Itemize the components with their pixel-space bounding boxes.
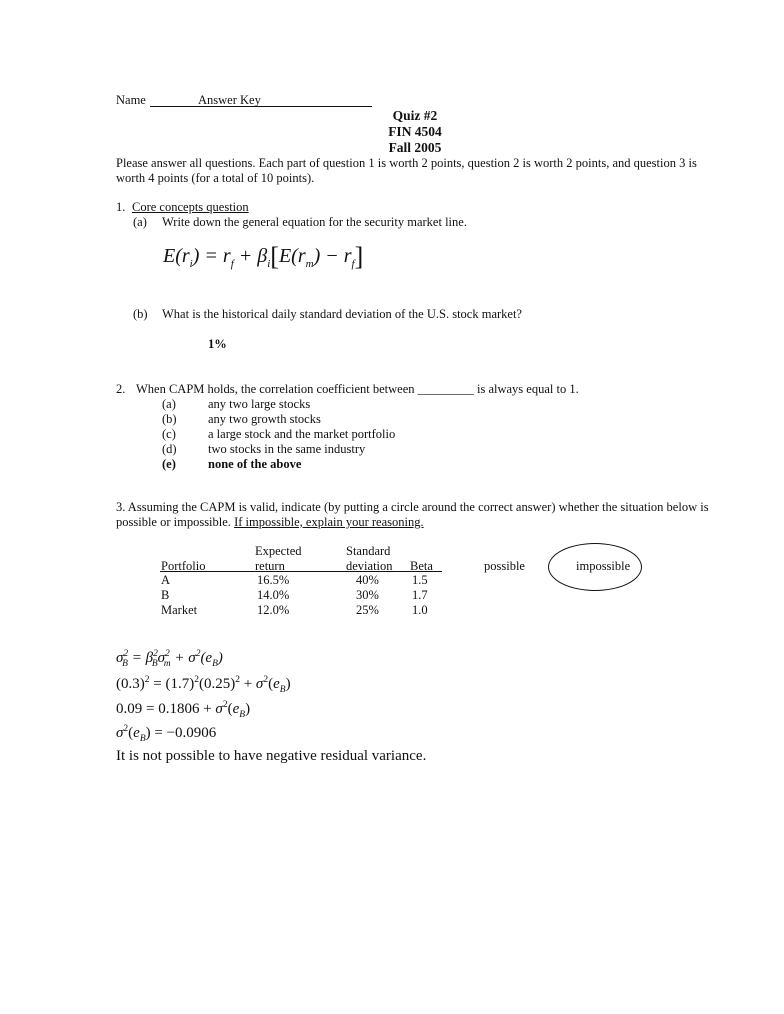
q1b-label: (b) xyxy=(133,307,148,321)
col-std-top: Standard xyxy=(346,544,391,558)
table-cell-beta: 1.0 xyxy=(412,603,428,617)
col-portfolio: Portfolio xyxy=(161,559,206,573)
instructions: Please answer all questions. Each part of question 1 is worth 2 points, question 2 is worth 2 points, and question 3 is worth 4 points (for a total of 10 points). xyxy=(116,156,697,185)
name-label: Name xyxy=(116,93,146,107)
table-cell-portfolio: Market xyxy=(161,603,198,617)
name-underline xyxy=(150,106,372,107)
q1-title: Core concepts question xyxy=(132,200,249,214)
table-cell-portfolio: A xyxy=(161,573,171,587)
q3-reasoning-instruction: If impossible, explain your reasoning. xyxy=(234,515,424,529)
col-beta: Beta xyxy=(410,559,433,573)
q1a-label: (a) xyxy=(133,215,147,229)
table-cell-beta: 1.7 xyxy=(412,588,428,602)
table-cell-portfolio: B xyxy=(161,588,170,602)
q2-option-label-correct: (e) xyxy=(162,457,176,471)
table-cell-std: 30% xyxy=(356,588,379,602)
q2-option-text-correct: none of the above xyxy=(208,457,302,471)
course-code: FIN 4504 xyxy=(388,124,442,139)
q2-option-text: two stocks in the same industry xyxy=(208,442,366,456)
table-cell-std: 40% xyxy=(356,573,379,587)
q2-option-label: (c) xyxy=(162,427,176,441)
table-cell-beta: 1.5 xyxy=(412,573,428,587)
term: Fall 2005 xyxy=(388,140,442,155)
table-cell-expected: 14.0% xyxy=(257,588,290,602)
work-line-4: $\sigma^2(e_B) = -0.0906$ xyxy=(116,724,217,744)
q1-number: 1. xyxy=(116,200,126,214)
q2-option-text: a large stock and the market portfolio xyxy=(208,427,396,441)
q2-option-label: (a) xyxy=(162,397,176,411)
q2-option-text: any two growth stocks xyxy=(208,412,321,426)
q2-number: 2. xyxy=(116,382,126,396)
q3-prompt xyxy=(116,500,722,530)
choice-possible: possible xyxy=(484,559,525,573)
sml-equation: $E(r_i) = r_f + \beta_i[E(r_m) - r_f]$ xyxy=(163,242,364,271)
q2-option-label: (d) xyxy=(162,442,177,456)
work-line-2: $(0.3)^2 = (1.7)^2(0.25)^2 + \sigma^2(e_B)$ xyxy=(116,675,291,695)
table-cell-expected: 16.5% xyxy=(257,573,290,587)
q1a-text: Write down the general equation for the security market line. xyxy=(162,215,467,229)
q1b-answer: 1% xyxy=(208,337,227,351)
conclusion: It is not possible to have negative residual variance. xyxy=(116,748,427,764)
work-line-1: $\sigma^2_B = \beta^2_B\sigma^2_m + \sigma^2(e_B)$ xyxy=(116,649,223,669)
q1b-text: What is the historical daily standard deviation of the U.S. stock market? xyxy=(162,307,522,321)
col-expected-top: Expected xyxy=(255,544,302,558)
choice-impossible: impossible xyxy=(576,559,631,573)
header-underline xyxy=(160,571,442,572)
col-std-bottom: deviation xyxy=(346,559,393,573)
name-value: Answer Key xyxy=(198,93,261,107)
q2-option-text: any two large stocks xyxy=(208,397,311,411)
q2-text: When CAPM holds, the correlation coefficient between _________ is always equal to 1. xyxy=(136,382,579,396)
col-expected-bottom: return xyxy=(255,559,285,573)
q3-text: 3. Assuming the CAPM is valid, indicate (by putting a circle around the correct answer) whether the situation below is possible or impossible. xyxy=(116,500,709,529)
table-cell-expected: 12.0% xyxy=(257,603,290,617)
table-cell-std: 25% xyxy=(356,603,379,617)
quiz-title: Quiz #2 xyxy=(392,108,438,123)
work-line-3: $0.09 = 0.1806 + \sigma^2(e_B)$ xyxy=(116,700,251,720)
q2-option-label: (b) xyxy=(162,412,177,426)
